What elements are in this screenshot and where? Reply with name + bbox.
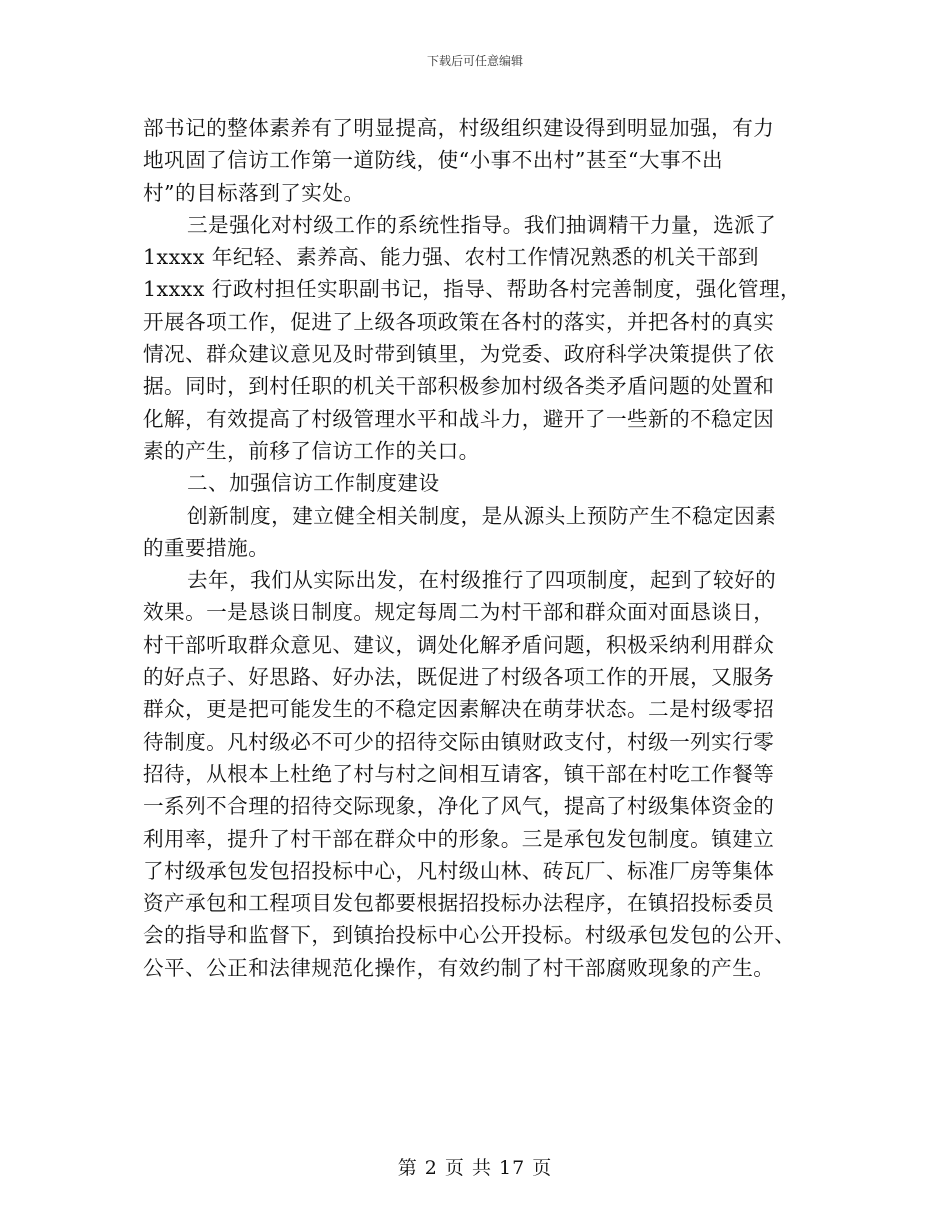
text-line: 一系列不合理的招待交际现象，净化了风气，提高了村级集体资金的 [143, 794, 775, 819]
text-line: 会的指导和监督下，到镇抬投标中心公开投标。村级承包发包的公开、 [143, 923, 796, 948]
text-line: 开展各项工作，促进了上级各项政策在各村的落实，并把各村的真实 [143, 309, 775, 334]
text-line: 群众，更是把可能发生的不稳定因素解决在萌芽状态。二是村级零招 [143, 697, 775, 722]
page-footer: 第 2 页 共 17 页 [397, 1157, 553, 1179]
page-header: 下载后可任意编辑 [426, 54, 523, 68]
text-line: 1xxxx 行政村担任实职副书记，指导、帮助各村完善制度，强化管理， [143, 277, 802, 302]
text-line: 情况、群众建议意见及时带到镇里，为党委、政府科学决策提供了依 [143, 342, 775, 367]
text-line: 效果。一是恳谈日制度。规定每周二为村干部和群众面对面恳谈日， [143, 600, 775, 625]
text-line: 村干部听取群众意见、建议，调处化解矛盾问题，积极采纳利用群众 [143, 632, 775, 657]
text-line: 素的产生，前移了信访工作的关口。 [143, 438, 480, 463]
text-line: 地巩固了信访工作第一道防线，使“小事不出村”甚至“大事不出 [143, 148, 724, 173]
body-text [143, 112, 803, 984]
text-line: 化解，有效提高了村级管理水平和战斗力，避开了一些新的不稳定因 [143, 406, 775, 431]
text-line: 待制度。凡村级必不可少的招待交际由镇财政支付，村级一列实行零 [143, 729, 775, 754]
text-line: 资产承包和工程项目发包都要根据招投标办法程序，在镇招投标委员 [143, 891, 775, 916]
paragraph-start: 创新制度，建立健全相关制度，是从源头上预防产生不稳定因素 [187, 503, 777, 528]
text-line: 公平、公正和法律规范化操作，有效约制了村干部腐败现象的产生。 [143, 955, 775, 980]
text-line: 1xxxx 年纪轻、素养高、能力强、农村工作情况熟悉的机关干部到 [143, 245, 759, 270]
text-line: 村”的目标落到了实处。 [143, 180, 365, 205]
text-line: 利用率，提升了村干部在群众中的形象。三是承包发包制度。镇建立 [143, 826, 775, 851]
paragraph-start: 三是强化对村级工作的系统性指导。我们抽调精干力量，选派了 [187, 212, 777, 237]
text-line: 据。同时，到村任职的机关干部积极参加村级各类矛盾问题的处置和 [143, 374, 775, 399]
text-line: 的重要措施。 [143, 535, 270, 560]
section-heading: 二、加强信访工作制度建设 [187, 471, 440, 496]
paragraph-start: 去年，我们从实际出发，在村级推行了四项制度，起到了较好的 [187, 568, 777, 593]
text-line: 的好点子、好思路、好办法，既促进了村级各项工作的开展，又服务 [143, 665, 775, 690]
text-line: 部书记的整体素养有了明显提高，村级组织建设得到明显加强，有力 [143, 116, 775, 140]
text-line: 了村级承包发包招投标中心，凡村级山林、砖瓦厂、标准厂房等集体 [143, 858, 775, 883]
text-line: 招待，从根本上杜绝了村与村之间相互请客，镇干部在村吃工作餐等 [143, 761, 775, 786]
